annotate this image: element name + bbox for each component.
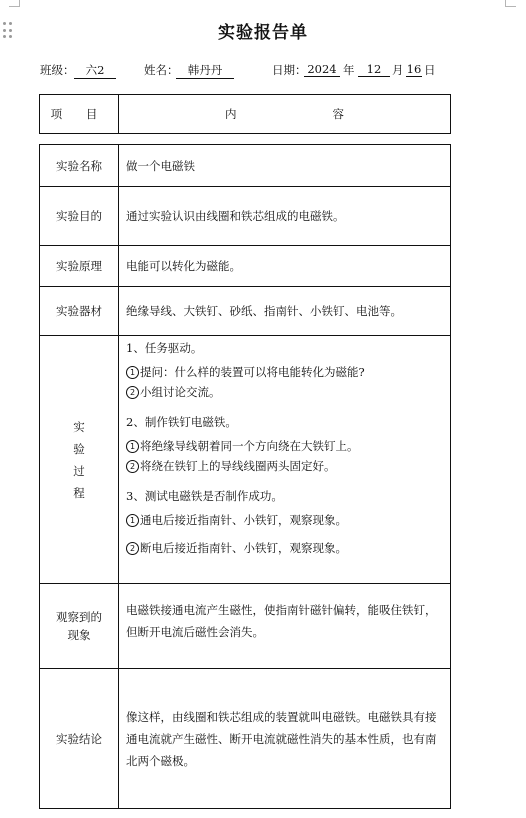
circled-number-icon: 1 <box>126 366 139 379</box>
experiment-principle-value[interactable]: 电能可以转化为磁能。 <box>119 246 451 287</box>
date-label: 日期： <box>272 63 307 77</box>
row-observation <box>40 584 451 669</box>
row-experiment-principle <box>40 246 451 287</box>
process-sub-item: 2 将绕在铁钉上的导线线圈两头固定好。 <box>126 456 444 476</box>
experiment-purpose-label: 实验目的 <box>40 187 119 246</box>
header-table <box>39 94 451 134</box>
process-label-char: 验 <box>73 441 85 456</box>
circled-number-icon: 2 <box>126 542 139 555</box>
report-table <box>39 144 451 809</box>
experiment-purpose-value[interactable]: 通过实验认识由线圈和铁芯组成的电磁铁。 <box>119 187 451 246</box>
process-step-title: 3、测试电磁铁是否制作成功。 <box>126 489 283 503</box>
process-label-char: 程 <box>73 485 85 500</box>
experiment-process-label <box>40 336 119 584</box>
document-title: 实验报告单 <box>218 23 308 43</box>
circled-number-icon: 2 <box>126 460 139 473</box>
experiment-equipment-label: 实验器材 <box>40 287 119 336</box>
header-item-cell: 项 目 <box>40 95 119 134</box>
name-value[interactable]: 韩丹丹 <box>176 62 234 79</box>
row-conclusion <box>40 669 451 809</box>
circled-number-icon: 1 <box>126 514 139 527</box>
row-experiment-name <box>40 145 451 187</box>
header-content-char: 容 <box>332 107 344 121</box>
row-experiment-process <box>40 336 451 584</box>
experiment-principle-label: 实验原理 <box>40 246 119 287</box>
circled-number-icon: 2 <box>126 386 139 399</box>
page-corner-mark <box>9 0 20 7</box>
class-value[interactable]: 六2 <box>74 62 116 79</box>
row-experiment-purpose <box>40 187 451 246</box>
row-experiment-equipment <box>40 287 451 336</box>
page-corner-mark <box>505 0 516 7</box>
experiment-name-label: 实验名称 <box>40 145 119 187</box>
header-content-char: 内 <box>225 107 237 121</box>
process-sub-item: 2 断电后接近指南针、小铁钉，观察现象。 <box>126 538 444 558</box>
observation-label: 观察到的 现象 <box>40 584 119 669</box>
name-label: 姓名： <box>144 63 179 77</box>
conclusion-label: 实验结论 <box>40 669 119 809</box>
process-step-title: 1、任务驱动。 <box>126 341 203 355</box>
process-step-title: 2、制作铁钉电磁铁。 <box>126 415 237 429</box>
process-sub-item: 1 将绝缘导线朝着同一个方向绕在大铁钉上。 <box>126 436 444 456</box>
process-label-char: 实 <box>73 419 85 434</box>
date-month[interactable]: 12 <box>358 62 390 77</box>
process-label-char: 过 <box>73 463 85 478</box>
process-sub-item: 1 通电后接近指南针、小铁钉，观察现象。 <box>126 510 444 530</box>
process-sub-item: 1 提问：什么样的装置可以将电能转化为磁能? <box>126 362 444 382</box>
conclusion-value[interactable]: 像这样，由线圈和铁芯组成的装置就叫电磁铁。电磁铁具有接通电流就产生磁性、断开电流就磁性消失的基本性质，也有南北两个磁极。 <box>119 669 451 809</box>
header-content-cell <box>119 95 451 134</box>
info-row <box>40 62 500 80</box>
class-label: 班级： <box>40 63 75 77</box>
date-year[interactable]: 2024 <box>304 62 340 77</box>
day-unit: 日 <box>424 63 436 77</box>
date-day[interactable]: 16 <box>406 62 422 76</box>
experiment-name-value[interactable]: 做一个电磁铁 <box>119 145 451 187</box>
experiment-process-value[interactable] <box>119 336 451 584</box>
process-sub-item: 2 小组讨论交流。 <box>126 382 444 402</box>
circled-number-icon: 1 <box>126 440 139 453</box>
observation-value[interactable]: 电磁铁接通电流产生磁性，使指南针磁针偏转，能吸住铁钉，但断开电流后磁性会消失。 <box>119 584 451 669</box>
experiment-equipment-value[interactable]: 绝缘导线、大铁钉、砂纸、指南针、小铁钉、电池等。 <box>119 287 451 336</box>
year-unit: 年 <box>343 63 355 77</box>
month-unit: 月 <box>392 63 404 77</box>
